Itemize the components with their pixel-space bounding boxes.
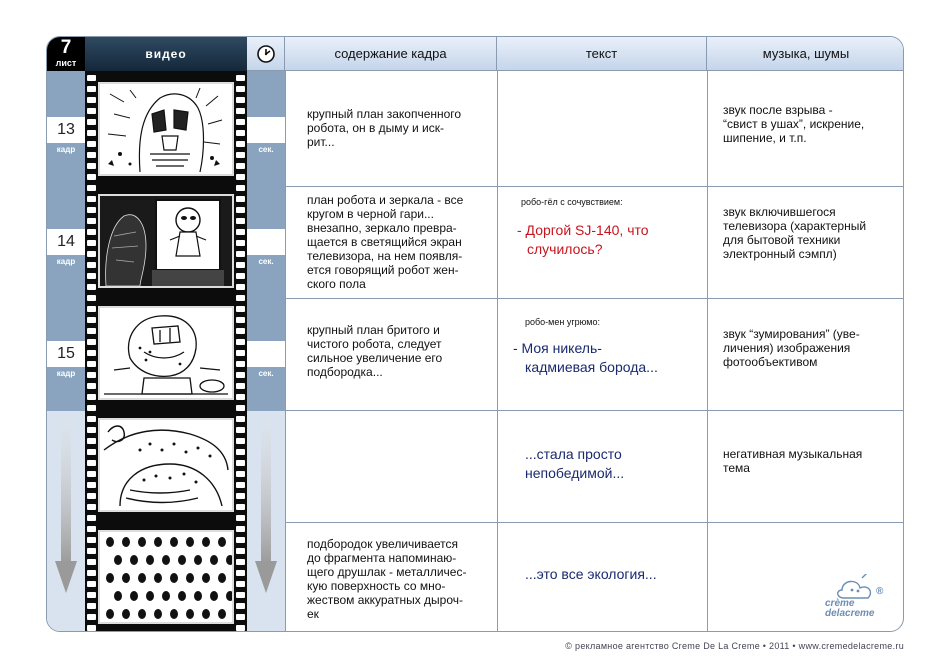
sound-line: тема — [723, 461, 750, 475]
frame-label: кадр — [56, 257, 76, 266]
content-line: кую поверхность со мно- — [307, 579, 446, 593]
film-perforation — [236, 141, 245, 147]
dialog-line: - Доргой SJ-140, что — [517, 222, 649, 238]
frame-number-13: 13 — [47, 117, 85, 143]
content-cell — [307, 193, 463, 291]
content-line: до фрагмента напоминаю- — [307, 551, 457, 565]
film-perforation — [87, 581, 96, 587]
film-perforation — [236, 548, 245, 554]
film-perforation — [87, 559, 96, 565]
film-perforation — [236, 108, 245, 114]
colander-hole — [186, 573, 194, 583]
colander-hole — [218, 537, 226, 547]
film-perforation — [236, 317, 245, 323]
content-line: крупный план закопченного — [307, 107, 462, 121]
sound-cell — [723, 103, 864, 145]
film-perforation — [236, 196, 245, 202]
content-line: ского пола — [307, 277, 366, 291]
film-perforation — [87, 174, 96, 180]
column-header-video: видео — [85, 37, 247, 71]
dialog-note: робо-мен угрюмо: — [525, 317, 600, 327]
film-perforation — [236, 504, 245, 510]
column-header-sound: музыка, шумы — [762, 46, 850, 61]
seconds-label: сек. — [258, 369, 274, 378]
film-perforation — [236, 515, 245, 521]
film-perforation — [236, 482, 245, 488]
colander-hole — [106, 609, 114, 619]
film-perforation — [236, 416, 245, 422]
film-perforation — [87, 471, 96, 477]
colander-hole — [122, 609, 130, 619]
film-perforation — [236, 295, 245, 301]
film-perforation — [87, 317, 96, 323]
colander-hole — [106, 573, 114, 583]
dialog-text — [513, 339, 658, 377]
sound-line: звук после взрыва - — [723, 103, 833, 117]
film-perforation — [87, 394, 96, 400]
dialog-line: кадмиевая борода... — [525, 359, 658, 375]
film-perforation — [87, 537, 96, 543]
colander-hole — [154, 609, 162, 619]
film-perforation — [87, 482, 96, 488]
film-perforation — [87, 273, 96, 279]
film-perforation — [236, 174, 245, 180]
film-perforation — [236, 207, 245, 213]
colander-hole — [170, 537, 178, 547]
colander-hole — [186, 537, 194, 547]
film-perforation — [87, 548, 96, 554]
film-perforation — [87, 196, 96, 202]
film-perforation — [236, 75, 245, 81]
sound-line: личения) изображения — [723, 341, 851, 355]
film-perforation — [87, 614, 96, 620]
film-perforation — [236, 570, 245, 576]
colander-hole — [218, 609, 226, 619]
colander-hole — [218, 573, 226, 583]
sound-line: звук включившегося — [723, 205, 836, 219]
sound-cell — [723, 447, 862, 475]
content-line: крупный план бритого и — [307, 323, 440, 337]
film-perforation — [236, 383, 245, 389]
content-line: рит... — [307, 135, 335, 149]
film-perforation — [87, 119, 96, 125]
colander-hole — [178, 591, 186, 601]
content-line: подбородок увеличивается — [307, 537, 459, 551]
frame-number-14: 14 — [47, 229, 85, 255]
sound-line: шипение, и т.п. — [723, 131, 807, 145]
film-perforation — [87, 515, 96, 521]
content-line: щего друшлак - металличес- — [307, 565, 467, 579]
colander-hole — [170, 573, 178, 583]
storyboard-frame-1[interactable] — [98, 82, 234, 176]
colander-hole — [130, 591, 138, 601]
film-perforation — [236, 339, 245, 345]
dialog-text — [517, 221, 649, 259]
colander-hole — [122, 537, 130, 547]
film-perforation — [87, 504, 96, 510]
film-perforation — [236, 86, 245, 92]
sheet-word: лист — [55, 58, 77, 68]
film-perforation — [236, 460, 245, 466]
column-divider — [285, 71, 286, 632]
row-divider — [285, 522, 904, 523]
seconds-label: сек. — [258, 257, 274, 266]
film-perforation — [236, 218, 245, 224]
film-perforation — [236, 306, 245, 312]
sound-line: электронный сэмпл) — [723, 247, 837, 261]
film-perforation — [236, 581, 245, 587]
frame-label: кадр — [56, 369, 76, 378]
content-line: кругом в черной гари... — [307, 207, 434, 221]
column-header-content: содержание кадра — [285, 37, 497, 71]
film-perforation — [236, 405, 245, 411]
film-perforation — [236, 537, 245, 543]
film-perforation — [87, 438, 96, 444]
logo-line-2: delacreme — [825, 608, 875, 619]
film-perforation — [236, 119, 245, 125]
colander-hole — [202, 537, 210, 547]
storyboard-sheet — [46, 36, 904, 632]
film-perforation — [87, 152, 96, 158]
sound-line: звук “зумирования” (уве- — [723, 327, 860, 341]
film-perforation — [87, 405, 96, 411]
dialog-line: - Моя никель- — [513, 340, 602, 356]
film-perforation — [87, 372, 96, 378]
frame-label: кадр — [56, 145, 76, 154]
film-perforation — [236, 262, 245, 268]
dialog-text — [525, 445, 624, 483]
row-divider — [285, 298, 904, 299]
content-cell — [307, 107, 461, 149]
sound-line: негативная музыкальная — [723, 447, 863, 461]
film-perforation — [236, 526, 245, 532]
film-perforation — [236, 163, 245, 169]
film-perforation — [87, 339, 96, 345]
content-line: жеством аккуратных дыроч- — [307, 593, 463, 607]
film-perforation — [87, 229, 96, 235]
film-perforation — [236, 240, 245, 246]
film-perforation — [236, 614, 245, 620]
sound-line: “свист в ушах”, искрение, — [723, 117, 865, 131]
film-perforation — [87, 460, 96, 466]
film-perforation — [87, 251, 96, 257]
film-perforation — [87, 350, 96, 356]
film-perforation — [236, 493, 245, 499]
film-perforation — [87, 163, 96, 169]
film-perforation — [236, 284, 245, 290]
colander-hole — [202, 573, 210, 583]
film-perforation — [236, 438, 245, 444]
column-header-text: текст — [497, 37, 707, 71]
column-divider — [707, 71, 708, 632]
film-perforation — [236, 471, 245, 477]
dialog-line: непобедимой... — [525, 465, 625, 481]
film-perforation — [87, 86, 96, 92]
film-perforation — [236, 603, 245, 609]
dialog-text — [525, 565, 657, 584]
film-perforation — [87, 295, 96, 301]
film-perforation — [236, 97, 245, 103]
sound-cell — [723, 327, 860, 369]
sheet-number-badge — [47, 37, 85, 71]
film-perforation — [87, 383, 96, 389]
film-perforation — [236, 394, 245, 400]
film-perforation — [87, 625, 96, 631]
content-line: щается в светящийся экран — [307, 235, 462, 249]
colander-hole — [194, 591, 202, 601]
film-perforation — [236, 328, 245, 334]
film-perforation — [87, 185, 96, 191]
colander-hole — [146, 591, 154, 601]
content-cell — [307, 537, 466, 621]
film-perforation — [87, 449, 96, 455]
content-line: чистого робота, следует — [307, 337, 442, 351]
film-perforation — [87, 526, 96, 532]
content-line: план робота и зеркала - все — [307, 193, 464, 207]
sheet-number: 7 — [60, 37, 72, 58]
content-line: ется говорящий робот жен- — [307, 263, 459, 277]
film-perforation — [87, 75, 96, 81]
content-cell — [307, 323, 442, 379]
film-perforation — [236, 592, 245, 598]
film-perforation — [236, 130, 245, 136]
colander-hole — [186, 609, 194, 619]
film-perforation — [87, 416, 96, 422]
film-perforation — [236, 372, 245, 378]
row-divider — [285, 186, 904, 187]
film-perforation — [236, 449, 245, 455]
film-perforation — [87, 141, 96, 147]
colander-hole — [162, 555, 170, 565]
film-perforation — [87, 262, 96, 268]
colander-hole — [210, 591, 218, 601]
frame-number-15: 15 — [47, 341, 85, 367]
storyboard-frame-4[interactable] — [98, 418, 234, 512]
colander-hole — [146, 555, 154, 565]
film-perforation — [87, 361, 96, 367]
seconds-box[interactable] — [247, 117, 285, 143]
film-perforation — [236, 251, 245, 257]
column-divider — [497, 71, 498, 632]
film-perforation — [87, 284, 96, 290]
film-perforation — [236, 185, 245, 191]
seconds-label: сек. — [258, 145, 274, 154]
colander-hole — [162, 591, 170, 601]
arrow-down-icon — [255, 415, 277, 595]
content-line: внезапно, зеркало превра- — [307, 221, 457, 235]
logo-line-1: crème — [825, 598, 855, 609]
clock-icon — [247, 37, 285, 71]
registered-mark: ® — [876, 586, 884, 597]
colander-hole — [106, 537, 114, 547]
colander-hole — [130, 555, 138, 565]
colander-hole — [210, 555, 218, 565]
film-perforation — [236, 625, 245, 631]
sound-cell — [723, 205, 866, 261]
film-perforation — [87, 218, 96, 224]
dialog-note: робо-гёл с сочувствием: — [521, 197, 623, 207]
film-perforation — [236, 229, 245, 235]
film-perforation — [236, 427, 245, 433]
colander-hole — [154, 537, 162, 547]
colander-hole — [194, 555, 202, 565]
arrow-down-icon — [55, 415, 77, 595]
film-perforation — [236, 361, 245, 367]
film-perforation — [236, 152, 245, 158]
content-line: ек — [307, 607, 319, 621]
sound-line: телевизора (характерный — [723, 219, 867, 233]
colander-hole — [178, 555, 186, 565]
content-line: подбородка... — [307, 365, 383, 379]
colander-hole — [114, 591, 122, 601]
film-perforation — [87, 306, 96, 312]
dialog-line: случилось? — [527, 241, 603, 257]
colander-hole — [114, 555, 122, 565]
film-strip — [85, 71, 247, 632]
sound-line: для бытовой техники — [723, 233, 841, 247]
colander-hole — [202, 609, 210, 619]
film-perforation — [87, 592, 96, 598]
seconds-box[interactable] — [247, 341, 285, 367]
dialog-line: ...это все экология... — [525, 566, 657, 582]
film-perforation — [87, 570, 96, 576]
film-perforation — [87, 207, 96, 213]
storyboard-frame-2[interactable] — [98, 194, 234, 288]
footer-credits[interactable]: © рекламное агентство Creme De La Creme • 2011 • www.cremedelacreme.ru — [565, 641, 904, 651]
sound-line: фотообъективом — [723, 355, 818, 369]
content-line: робота, он в дыму и иск- — [307, 121, 445, 135]
film-perforation — [87, 427, 96, 433]
film-perforation — [87, 108, 96, 114]
film-perforation — [87, 328, 96, 334]
content-line: сильное увеличение его — [307, 351, 443, 365]
colander-hole — [138, 573, 146, 583]
colander-hole — [170, 609, 178, 619]
film-perforation — [236, 350, 245, 356]
film-perforation — [236, 273, 245, 279]
colander-hole — [122, 573, 130, 583]
film-perforation — [87, 493, 96, 499]
colander-hole — [138, 537, 146, 547]
dialog-line: ...стала просто — [525, 446, 622, 462]
film-perforation — [236, 559, 245, 565]
row-divider — [285, 410, 904, 411]
content-line: телевизора, на нем появля- — [307, 249, 463, 263]
film-perforation — [87, 240, 96, 246]
storyboard-frame-5[interactable] — [98, 530, 234, 624]
seconds-box[interactable] — [247, 229, 285, 255]
film-perforation — [87, 97, 96, 103]
colander-hole — [154, 573, 162, 583]
colander-hole — [138, 609, 146, 619]
storyboard-frame-3[interactable] — [98, 306, 234, 400]
film-perforation — [87, 603, 96, 609]
film-perforation — [87, 130, 96, 136]
